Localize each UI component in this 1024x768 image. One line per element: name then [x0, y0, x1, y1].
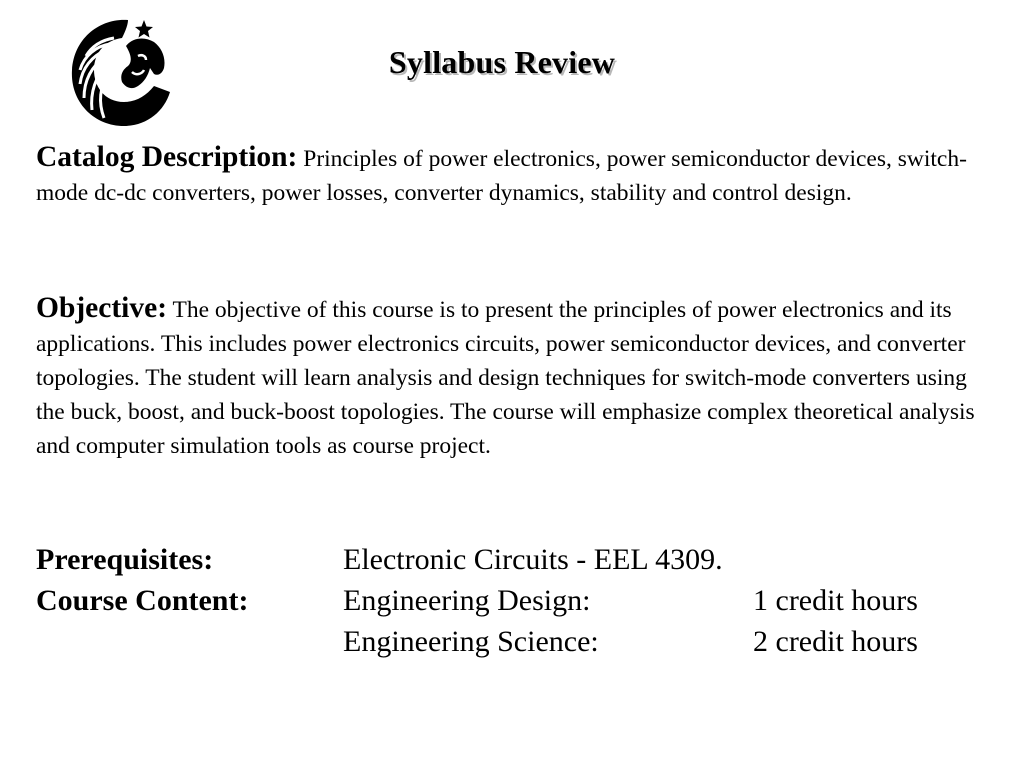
course-content-row: [36, 622, 996, 662]
objective-label: Objective:: [36, 292, 168, 324]
catalog-description-text: Principles of power electronics, power semiconductor devices, switch-mode dc-dc converters, power losses, converter dynamics, stability and control design.: [36, 146, 967, 206]
prerequisites-value: Electronic Circuits - EEL 4309.: [343, 543, 723, 576]
objective: [36, 291, 994, 463]
course-content-label: Course Content:: [36, 584, 249, 617]
course-content-item-credits: 1 credit hours: [753, 584, 918, 617]
catalog-description-label: Catalog Description:: [36, 141, 298, 173]
course-content-item-name: Engineering Design:: [343, 584, 591, 617]
catalog-description: [36, 140, 994, 210]
course-content-row: [36, 581, 996, 621]
prerequisites-label: Prerequisites:: [36, 543, 214, 576]
slide-title: Syllabus Review: [388, 44, 616, 80]
prerequisites-row: [36, 540, 996, 580]
objective-text: The objective of this course is to present the principles of power electronics and its applications. This includes power electronics circuits, power semiconductor devices, and converter topologies. The student will learn analysis and design techniques for switch-mode converters using the buck, boost, and buck-boost topologies. The course will emphasize complex theoretical analysis and computer simulation tools as course project.: [36, 297, 975, 459]
course-content-item-credits: 2 credit hours: [753, 625, 918, 658]
course-content-item-name: Engineering Science:: [343, 625, 599, 658]
